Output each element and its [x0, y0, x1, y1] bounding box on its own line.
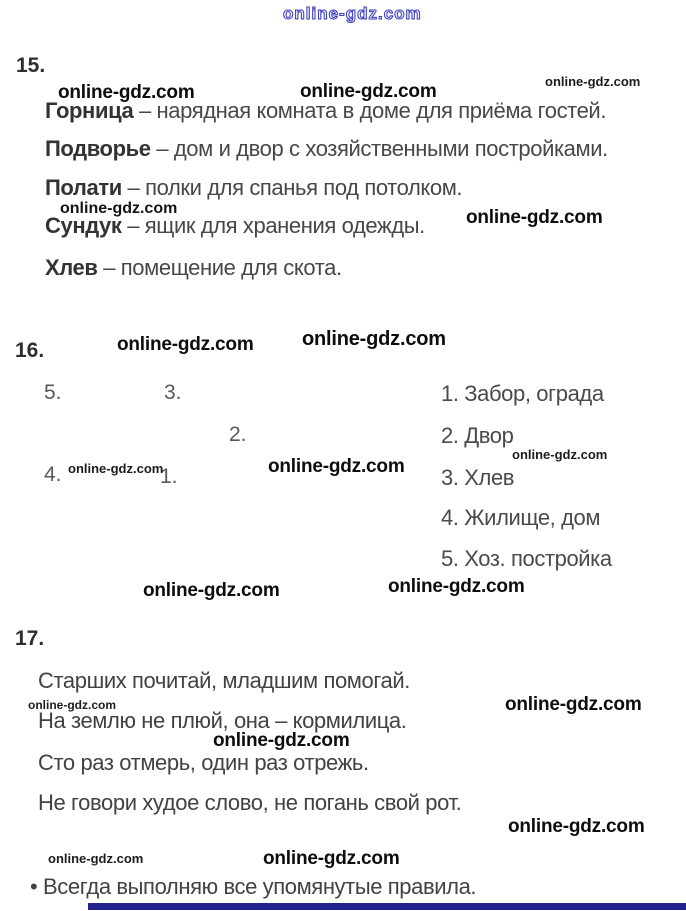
section-16-number: 16.	[15, 339, 45, 362]
watermark: online-gdz.com	[263, 848, 400, 869]
bullet-text: Всегда выполняю все упомянутые правила.	[43, 874, 477, 899]
match-number: 2.	[229, 423, 247, 446]
watermark: online-gdz.com	[545, 74, 641, 89]
bullet-marker: •	[30, 874, 38, 899]
definition-text: – нарядная комната в доме для приёма гостей.	[133, 98, 607, 123]
proverb-line: Не говори худое слово, не погань свой рот.	[38, 790, 462, 815]
watermark: online-gdz.com	[300, 81, 437, 102]
match-item: 5. Хоз. постройка	[441, 546, 612, 571]
bullet-line	[30, 874, 476, 900]
match-number: 4.	[44, 463, 62, 486]
watermark: online-gdz.com	[58, 82, 195, 103]
section-15-number: 15.	[16, 54, 46, 77]
definition-text: – ящик для хранения одежды.	[121, 213, 425, 238]
definition-term: Сундук	[45, 213, 122, 238]
watermark: online-gdz.com	[505, 694, 642, 715]
definition-line	[45, 175, 462, 201]
proverb-line: Сто раз отмерь, один раз отрежь.	[38, 750, 369, 775]
watermark: online-gdz.com	[143, 580, 280, 601]
definition-term: Полати	[45, 175, 122, 200]
watermark: online-gdz.com	[388, 576, 525, 597]
match-item: 3. Хлев	[441, 465, 515, 490]
definition-term: Хлев	[45, 255, 98, 280]
watermark: online-gdz.com	[213, 730, 350, 751]
match-number: 1.	[160, 465, 178, 488]
watermark: online-gdz.com	[508, 816, 645, 837]
definition-line	[45, 98, 606, 124]
match-item: 2. Двор	[441, 423, 514, 448]
watermark: online-gdz.com	[268, 456, 405, 477]
watermark: online-gdz.com	[466, 207, 603, 228]
definition-text: – дом и двор с хозяйственными постройками.	[150, 136, 608, 161]
watermark: online-gdz.com	[302, 328, 446, 350]
watermark: online-gdz.com	[60, 200, 178, 217]
watermark: online-gdz.com	[512, 447, 608, 462]
proverb-line: На землю не плюй, она – кормилица.	[38, 708, 407, 733]
match-number: 5.	[44, 381, 62, 404]
watermark-outline-top: online-gdz.com	[283, 4, 422, 23]
definition-term: Горница	[45, 98, 134, 123]
definition-line	[45, 213, 425, 239]
proverb-line: Старших почитай, младшим помогай.	[38, 668, 410, 693]
match-number: 3.	[164, 381, 182, 404]
definition-text: – полки для спанья под потолком.	[121, 175, 463, 200]
definition-line	[45, 136, 608, 162]
watermark: online-gdz.com	[28, 698, 116, 712]
watermark: online-gdz.com	[68, 461, 164, 476]
definition-line	[45, 255, 342, 281]
watermark: online-gdz.com	[48, 851, 144, 866]
definition-text: – помещение для скота.	[97, 255, 342, 280]
section-17-number: 17.	[15, 627, 45, 650]
watermark: online-gdz.com	[117, 334, 254, 355]
match-item: 1. Забор, ограда	[441, 381, 604, 406]
bottom-accent-bar	[88, 903, 686, 910]
definition-term: Подворье	[45, 136, 151, 161]
match-item: 4. Жилище, дом	[441, 505, 601, 530]
